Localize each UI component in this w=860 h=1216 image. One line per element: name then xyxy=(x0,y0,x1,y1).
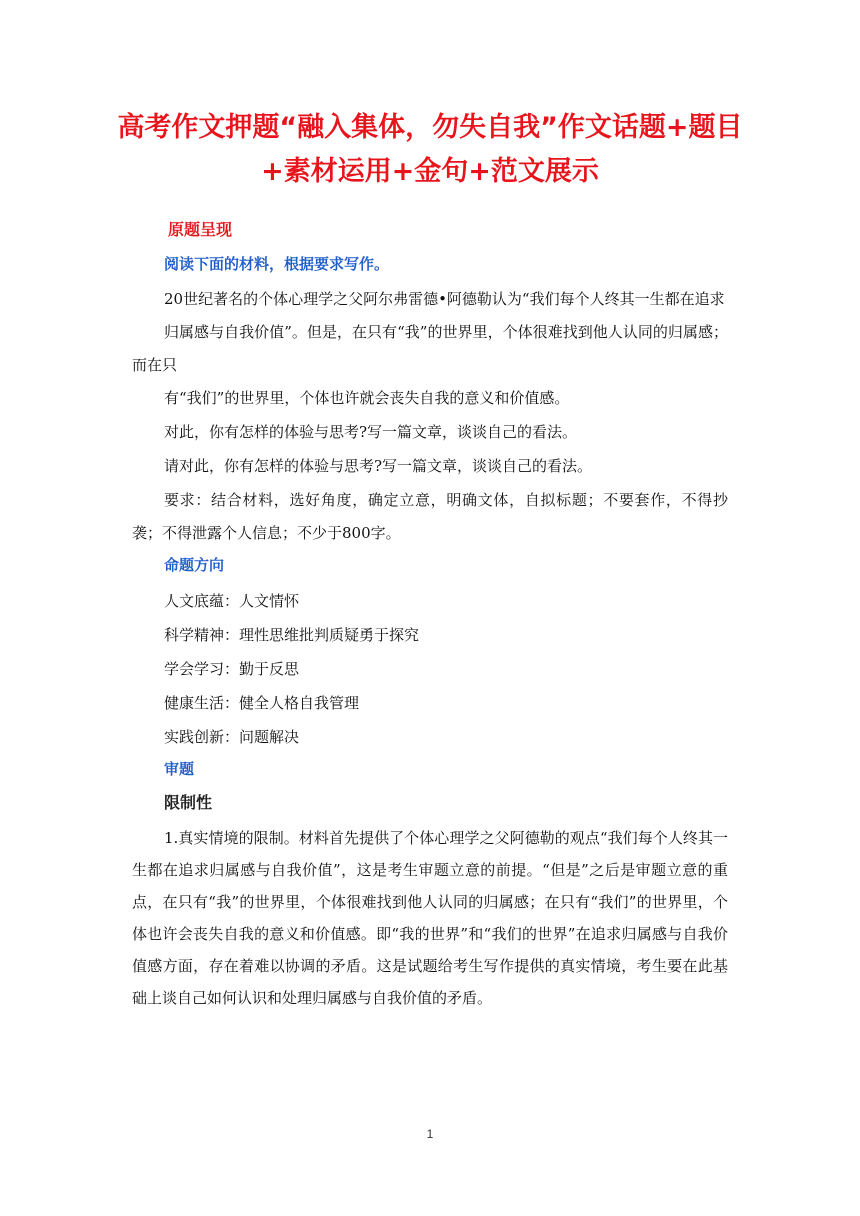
page-number: 1 xyxy=(426,1127,434,1141)
material-paragraph-5: 请对此，你有怎样的体验与思考?写一篇文章，谈谈自己的看法。 xyxy=(164,457,593,475)
direction-item-5: 实践创新：问题解决 xyxy=(164,728,300,746)
material-paragraph-1: 20世纪著名的个体心理学之父阿尔弗雷德•阿德勒认为“我们每个人终其一生都在追求 xyxy=(164,290,725,308)
writing-instruction: 阅读下面的材料，根据要求写作。 xyxy=(164,255,390,273)
direction-item-1: 人文底蕴：人文情怀 xyxy=(164,592,300,610)
section-heading-original: 原题呈现 xyxy=(168,220,233,239)
material-paragraph-2: 归属感与自我价值”。但是，在只有“我”的世界里，个体很难找到他人认同的归属感；而在只 xyxy=(132,323,728,374)
material-paragraph-4: 对此，你有怎样的体验与思考?写一篇文章，谈谈自己的看法。 xyxy=(164,423,578,441)
direction-item-2: 科学精神：理性思维批判质疑勇于探究 xyxy=(164,626,420,644)
section-heading-direction: 命题方向 xyxy=(164,556,225,574)
document-title: 高考作文押题“融入集体，勿失自我”作文话题+题目+素材运用+金句+范文展示 xyxy=(117,112,743,187)
direction-item-4: 健康生活：健全人格自我管理 xyxy=(164,694,360,712)
direction-item-3: 学会学习：勤于反思 xyxy=(164,660,300,678)
review-paragraph: 1.真实情境的限制。材料首先提供了个体心理学之父阿德勒的观点“我们每个人终其一生都在追求归属感与自我价值”，这是考生审题立意的前提。“但是”之后是审题立意的重点，在只有“我”的世界里，个体很难找到他人认同的归属感；在只有“我们”的世界里，个体也许会丧失自我的意义和价值感。即“我的世界”和“我们的世界”在追求归属感与自我价值感方面，存在着难以协调的矛盾。这是试题给考生写作提供的真实情境，考生要在此基础上谈自己如何认识和处理归属感与自我价值的矛盾。 xyxy=(132,829,728,1007)
document-content xyxy=(132,215,728,1014)
section-heading-review: 审题 xyxy=(164,760,195,778)
material-paragraph-3: 有“我们”的世界里，个体也许就会丧失自我的意义和价值感。 xyxy=(164,389,570,407)
subheading-limitations: 限制性 xyxy=(164,793,213,812)
writing-requirements: 要求：结合材料，选好角度，确定立意，明确文体，自拟标题；不要套作，不得抄袭；不得泄露个人信息；不少于800字。 xyxy=(132,491,728,542)
